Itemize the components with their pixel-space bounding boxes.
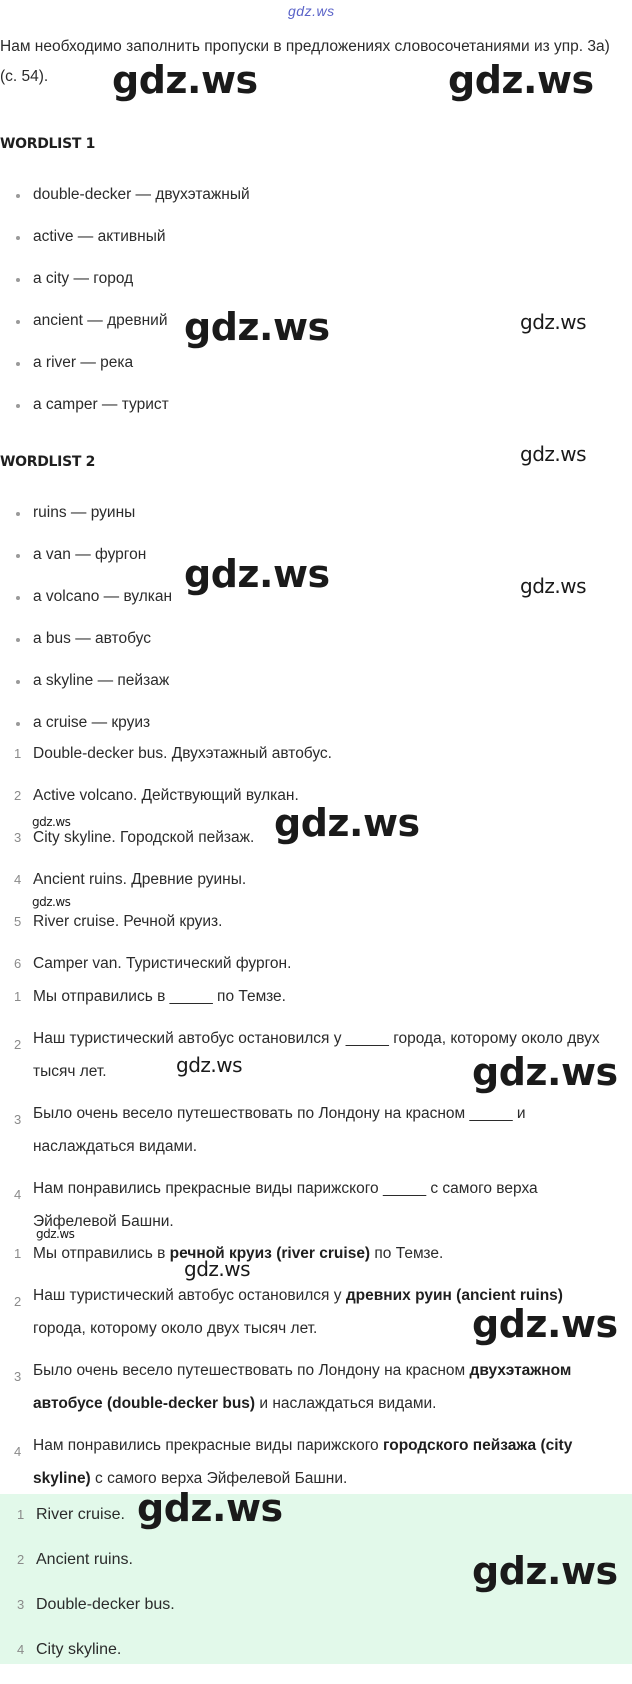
item-number: 1 <box>14 1246 22 1261</box>
item-text: Camper van. Туристический фургон. <box>33 955 292 972</box>
site-logo[interactable]: gdz.ws <box>288 3 335 19</box>
item-text: a cruise — круиз <box>33 714 151 731</box>
item-text: River cruise. Речной круиз. <box>33 913 223 930</box>
sentence-start: Наш туристический автобус остановился у <box>33 1287 346 1304</box>
list-item <box>0 1097 632 1172</box>
bullet-icon <box>16 638 20 642</box>
watermark: gdz.ws <box>184 305 330 349</box>
sentence-start: Нам понравились прекрасные виды парижского <box>33 1437 383 1454</box>
list-item <box>0 502 172 544</box>
watermark: gdz.ws <box>472 1050 618 1094</box>
item-text: a city — город <box>33 270 134 287</box>
watermark: gdz.ws <box>520 574 587 598</box>
sentence-end: с самого верха Эйфелевой Башни. <box>90 1470 348 1487</box>
list-item <box>0 1354 632 1429</box>
item-text: River cruise. <box>36 1506 125 1523</box>
watermark: gdz.ws <box>184 552 330 596</box>
list-item <box>0 226 250 268</box>
answer-highlight: древних руин (ancient ruins) <box>345 1287 563 1304</box>
phrases-list <box>0 743 632 986</box>
item-number: 3 <box>14 1369 22 1384</box>
sentence-start: Мы отправились в <box>33 1245 170 1262</box>
watermark: gdz.ws <box>137 1486 283 1530</box>
watermark: gdz.ws <box>520 442 587 466</box>
item-number: 1 <box>17 1507 25 1522</box>
list-item <box>0 869 632 911</box>
item-text: Мы отправились в _____ по Темзе. <box>33 988 286 1005</box>
bullet-icon <box>16 194 20 198</box>
item-text: Ancient ruins. <box>36 1551 133 1568</box>
item-number: 2 <box>14 1037 22 1052</box>
watermark: gdz.ws <box>32 815 71 829</box>
item-text: a van — фургон <box>33 546 147 563</box>
item-text: Double-decker bus. Двухэтажный автобус. <box>33 745 332 762</box>
item-text: Double-decker bus. <box>36 1596 175 1613</box>
watermark: gdz.ws <box>32 895 71 909</box>
item-text: a skyline — пейзаж <box>33 672 170 689</box>
item-number: 2 <box>17 1552 25 1567</box>
answer-highlight: двухэтажном автобусе (double-decker bus) <box>33 1362 572 1412</box>
item-number: 6 <box>14 956 22 971</box>
list-item <box>0 394 250 436</box>
item-number: 1 <box>14 989 22 1004</box>
list-item <box>0 268 250 310</box>
item-number: 5 <box>14 914 22 929</box>
item-text: City skyline. Городской пейзаж. <box>33 829 255 846</box>
item-text: a bus — автобус <box>33 630 151 647</box>
watermark: gdz.ws <box>448 58 594 102</box>
watermark: gdz.ws <box>472 1302 618 1346</box>
wordlist2-list <box>0 502 172 754</box>
item-text: active — активный <box>33 228 166 245</box>
sentence-end: и наслаждаться видами. <box>255 1395 437 1412</box>
list-item <box>0 1594 175 1639</box>
gaps-list <box>0 986 632 1242</box>
item-number: 2 <box>14 788 22 803</box>
answer-highlight: речной круиз (river cruise) <box>169 1245 371 1262</box>
item-text: ruins — руины <box>33 504 136 521</box>
watermark: gdz.ws <box>112 58 258 102</box>
item-text: a volcano — вулкан <box>33 588 173 605</box>
item-number: 1 <box>14 746 22 761</box>
item-number: 4 <box>14 872 22 887</box>
list-item <box>0 1549 175 1594</box>
watermark: gdz.ws <box>184 1257 251 1281</box>
sentence-start: Было очень весело путешествовать по Лондону на красном <box>33 1362 470 1379</box>
list-item <box>0 586 172 628</box>
answers-list <box>0 1504 175 1684</box>
item-text: Наш туристический автобус остановился у _____ города, которому около двух тысяч лет. <box>33 1030 600 1080</box>
list-item <box>0 953 632 986</box>
item-text: Active volcano. Действующий вулкан. <box>33 787 299 804</box>
item-text: Нам понравились прекрасные виды парижского _____ с самого верха Эйфелевой Башни. <box>33 1180 538 1230</box>
bullet-icon <box>16 512 20 516</box>
list-item <box>0 670 172 712</box>
list-item <box>0 544 172 586</box>
watermark: gdz.ws <box>520 310 587 334</box>
bullet-icon <box>16 278 20 282</box>
item-number: 3 <box>14 1112 22 1127</box>
bullet-icon <box>16 362 20 366</box>
bullet-icon <box>16 596 20 600</box>
watermark: gdz.ws <box>274 801 420 845</box>
item-text: ancient — древний <box>33 312 168 329</box>
sentence-end: города, которому около двух тысяч лет. <box>33 1320 318 1337</box>
watermark: gdz.ws <box>472 1549 618 1593</box>
answer-highlight: городского пейзажа (city skyline) <box>33 1437 573 1487</box>
item-number: 2 <box>14 1294 22 1309</box>
list-item <box>0 743 632 785</box>
item-text: City skyline. <box>36 1641 122 1658</box>
list-item <box>0 1429 632 1499</box>
item-text: Было очень весело путешествовать по Лондону на красном _____ и наслаждаться видами. <box>33 1105 526 1155</box>
watermark: gdz.ws <box>176 1053 243 1077</box>
bullet-icon <box>16 320 20 324</box>
list-item <box>0 911 632 953</box>
list-item <box>0 1172 632 1242</box>
bullet-icon <box>16 554 20 558</box>
wordlist1-heading: WORDLIST 1 <box>0 136 96 152</box>
bullet-icon <box>16 236 20 240</box>
filled-list <box>0 1243 632 1499</box>
item-text: Ancient ruins. Древние руины. <box>33 871 247 888</box>
item-text: a river — река <box>33 354 134 371</box>
list-item <box>0 352 250 394</box>
wordlist2-heading: WORDLIST 2 <box>0 454 96 470</box>
sentence-end: по Темзе. <box>370 1245 444 1262</box>
item-number: 4 <box>17 1642 25 1657</box>
item-text: a camper — турист <box>33 396 169 413</box>
intro-text: Нам необходимо заполнить пропуски в предложениях словосочетаниями из упр. 3а) (с. 54). <box>0 38 610 85</box>
list-item <box>0 184 250 226</box>
bullet-icon <box>16 680 20 684</box>
item-text: double-decker — двухэтажный <box>33 186 250 203</box>
bullet-icon <box>16 404 20 408</box>
watermark: gdz.ws <box>36 1227 75 1241</box>
item-number: 3 <box>17 1597 25 1612</box>
item-number: 3 <box>14 830 22 845</box>
list-item <box>0 628 172 670</box>
item-number: 4 <box>14 1187 22 1202</box>
bullet-icon <box>16 722 20 726</box>
list-item <box>0 1639 175 1684</box>
item-number: 4 <box>14 1444 22 1459</box>
